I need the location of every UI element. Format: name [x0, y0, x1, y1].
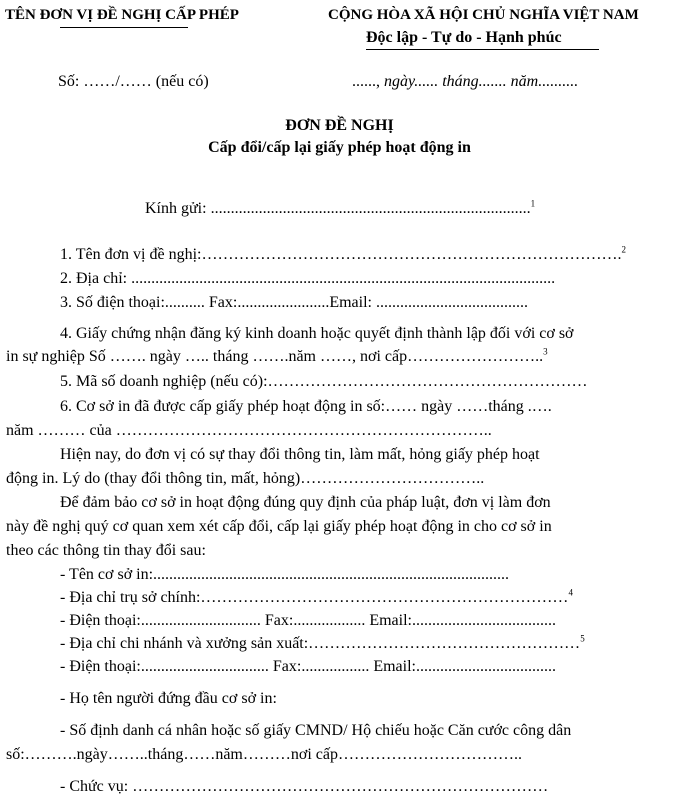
- request-line2: này đề nghị quý cơ quan xem xét cấp đổi, cấp lại giấy phép hoạt động in cho cơ sở in: [6, 518, 552, 535]
- detail-head-person: - Họ tên người đứng đầu cơ sở in:: [60, 690, 277, 707]
- footnote-3: 3: [543, 346, 548, 357]
- detail-branch-address: [60, 635, 585, 653]
- document-subtitle: Cấp đổi/cấp lại giấy phép hoạt động in: [208, 139, 471, 156]
- field-license-line1: 6. Cơ sở in đã được cấp giấy phép hoạt động in số:…… ngày ……tháng .….: [60, 398, 552, 415]
- field-license-line2: năm ……… của ……………………………………………………………..: [6, 422, 492, 439]
- field-applicant-name: [60, 246, 626, 264]
- footnote-2: 2: [621, 244, 626, 255]
- date-line: [352, 73, 578, 91]
- detail-branch-address-text: - Địa chỉ chi nhánh và xưởng sản xuất:……………………………………………: [60, 635, 581, 652]
- national-title: CỘNG HÒA XÃ HỘI CHỦ NGHĨA VIỆT NAM: [328, 7, 639, 23]
- footnote-4: 4: [568, 587, 573, 598]
- field-business-cert-line2: [6, 348, 548, 366]
- date-month: tháng.......: [442, 73, 507, 90]
- motto-underline: [366, 49, 599, 50]
- field-address: 2. Địa chỉ: ..........................................................................................................: [60, 270, 556, 287]
- document-number: Số: ……/…… (nếu có): [58, 73, 209, 90]
- detail-phone-1: - Điện thoại:.............................. Fax:.................. Email:....................................: [60, 612, 556, 629]
- field-phone-fax-email: 3. Số điện thoại:.......... Fax:.......................Email: ......................................: [60, 294, 528, 311]
- recipient-label: Kính gửi: ................................................................................: [145, 200, 531, 217]
- footnote-1: 1: [530, 198, 536, 209]
- national-motto: Độc lập - Tự do - Hạnh phúc: [366, 29, 562, 46]
- issuer-unit-title: TÊN ĐƠN VỊ ĐỀ NGHỊ CẤP PHÉP: [5, 7, 239, 23]
- reason-line2: động in. Lý do (thay đổi thông tin, mất, hỏng)……………………………..: [6, 470, 485, 487]
- detail-phone-2: - Điện thoại:................................ Fax:................. Email:...................................: [60, 658, 556, 675]
- request-line1: Để đảm bảo cơ sở in hoạt động đúng quy định của pháp luật, đơn vị làm đơn: [60, 494, 551, 511]
- date-year: năm..........: [510, 73, 579, 90]
- issuer-underline: [60, 27, 188, 28]
- field-enterprise-code: 5. Mã số doanh nghiệp (nếu có):……………………………………………………: [60, 373, 588, 390]
- document-title: ĐƠN ĐỀ NGHỊ: [285, 117, 394, 134]
- detail-position: - Chức vụ: ……………………………………………………………………: [60, 778, 549, 795]
- detail-id-line1: - Số định danh cá nhân hoặc số giấy CMND/ Hộ chiếu hoặc Căn cước công dân: [60, 722, 572, 739]
- request-line3: theo các thông tin thay đổi sau:: [6, 542, 206, 559]
- date-place: ......,: [352, 73, 380, 90]
- field-business-cert-line2-text: in sự nghiệp Số ……. ngày ….. tháng …….năm ……, nơi cấp……………………..: [6, 348, 544, 365]
- recipient-line: [145, 200, 535, 218]
- reason-line1: Hiện nay, do đơn vị có sự thay đổi thông tin, làm mất, hỏng giấy phép hoạt: [60, 446, 540, 463]
- detail-head-office-text: - Địa chỉ trụ sở chính:……………………………………………………………: [60, 589, 569, 606]
- detail-head-office: [60, 589, 573, 607]
- footnote-5: 5: [580, 633, 585, 644]
- field-business-cert-line1: 4. Giấy chứng nhận đăng ký kinh doanh hoặc quyết định thành lập đối với cơ sở: [60, 325, 574, 342]
- date-day: ngày......: [384, 73, 439, 90]
- field-applicant-name-text: 1. Tên đơn vị đề nghị:…………………………………………………………………….: [60, 246, 622, 263]
- detail-id-line2: số:……….ngày……..tháng……năm………nơi cấp……………………………..: [6, 746, 522, 763]
- detail-facility-name: - Tên cơ sở in:.........................................................................................: [60, 566, 510, 583]
